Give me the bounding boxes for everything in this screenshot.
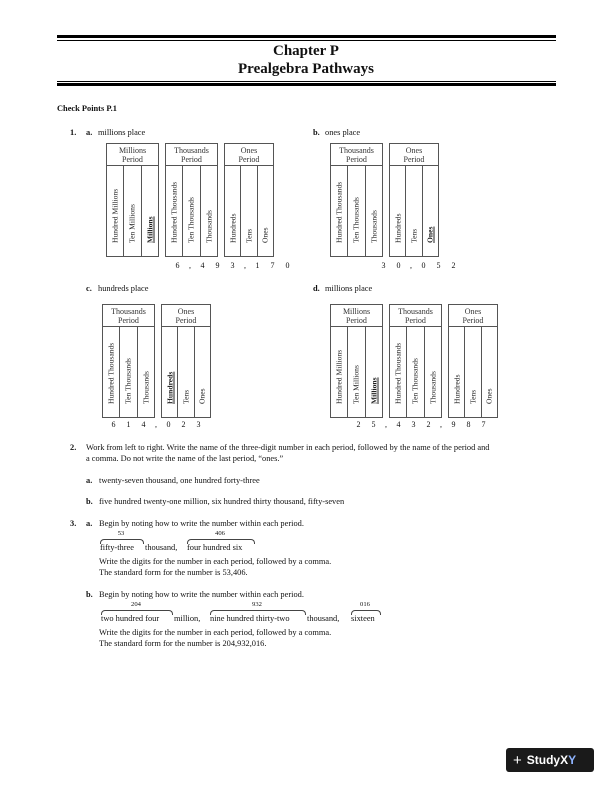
digit: 3 [411, 420, 416, 429]
period-title-line: Thousands [398, 307, 433, 316]
period-title-line: Thousands [174, 146, 209, 155]
place-column [348, 327, 365, 417]
problem-1d-caption: millions place [325, 284, 373, 293]
problem-1-number: 1. [70, 128, 77, 137]
digit-comma: , [440, 420, 442, 429]
period-title [103, 307, 154, 325]
digit-comma: , [244, 261, 246, 270]
problem-3a-word-1: fifty-three [100, 543, 134, 552]
place-label: Thousands [369, 210, 379, 243]
problem-1d-letter: d. [313, 284, 320, 293]
place-label: Thousands [204, 210, 214, 243]
digit: 1 [126, 420, 131, 429]
place-label: Thousands [141, 371, 151, 404]
place-label: Ones [484, 388, 494, 404]
header-rule-top [57, 35, 556, 38]
place-column [348, 166, 365, 256]
period-title-line: Period [238, 155, 260, 164]
place-column [258, 166, 273, 256]
problem-3-number: 3. [70, 519, 77, 528]
place-column [142, 166, 158, 256]
place-column [225, 166, 241, 256]
place-column [331, 166, 348, 256]
section-title: Check Points P.1 [57, 104, 117, 113]
place-label: Hundred Thousands [106, 342, 116, 404]
digit: 0 [285, 261, 290, 270]
digit: 5 [436, 261, 441, 270]
problem-2-intro-2: a comma. Do not write the name of the last period, “ones.” [86, 454, 284, 463]
place-column [201, 166, 217, 256]
problem-2-intro-1: Work from left to right. Write the name of the three-digit number in each period, followed by the name of the period and [86, 443, 490, 452]
problem-3a-letter: a. [86, 519, 93, 528]
problem-1a-caption: millions place [98, 128, 146, 137]
period-box [389, 304, 442, 418]
period-box [389, 143, 439, 257]
period-box [106, 143, 159, 257]
period-title-line: Ones [405, 146, 423, 155]
problem-3a-intro: Begin by noting how to write the number within each period. [99, 519, 304, 528]
place-label: Ones [197, 388, 207, 404]
period-title-line: Period [405, 316, 426, 325]
digit: 6 [111, 420, 116, 429]
problem-3b-word-1: two hundred four [101, 614, 160, 623]
problem-3b-intro: Begin by noting how to write the number within each period. [99, 590, 304, 599]
digit: 7 [481, 420, 486, 429]
problem-1b-caption: ones place [325, 128, 361, 137]
place-column [482, 327, 497, 417]
problem-2a-letter: a. [86, 476, 93, 485]
digit: 4 [141, 420, 146, 429]
problem-3b-period-1: million, [174, 614, 201, 623]
place-label: Ten Thousands [186, 197, 196, 243]
period-title-line: Period [346, 316, 367, 325]
digit: 3 [196, 420, 201, 429]
header-rule-bottom [57, 81, 556, 82]
place-label: Tens [468, 389, 478, 404]
place-label: Ten Millions [127, 204, 137, 243]
digit: 4 [396, 420, 401, 429]
period-title-line: Millions [118, 146, 147, 155]
period-title [449, 307, 497, 325]
place-column [331, 327, 348, 417]
place-label: Hundred Millions [334, 349, 344, 404]
place-column [423, 166, 438, 256]
problem-1b-letter: b. [313, 128, 320, 137]
problem-1a-letter: a. [86, 128, 93, 137]
place-label: Hundred Thousands [334, 181, 344, 243]
period-title [390, 307, 441, 325]
digit: 3 [381, 261, 386, 270]
problem-3a-line-1: Write the digits for the number in each period, followed by a comma. [99, 557, 332, 566]
problem-1c-letter: c. [86, 284, 92, 293]
place-label: Hundreds [165, 371, 175, 404]
place-label: Ten Millions [351, 365, 361, 404]
chapter-title: Chapter P [273, 43, 339, 59]
place-label: Thousands [428, 371, 438, 404]
place-column [407, 327, 424, 417]
period-box [330, 143, 383, 257]
digit: 4 [200, 261, 205, 270]
place-column [183, 166, 200, 256]
digit-comma: , [189, 261, 191, 270]
problem-3a-period-1: thousand, [145, 543, 178, 552]
brace-3b-3-number: 016 [360, 601, 370, 608]
place-label: Millions [145, 216, 155, 243]
place-column [166, 166, 183, 256]
problem-3b-line-1: Write the digits for the number in each period, followed by a comma. [99, 628, 332, 637]
period-title [166, 146, 217, 164]
place-column [390, 166, 406, 256]
period-title-line: Millions [342, 307, 371, 316]
place-column [103, 327, 120, 417]
period-title [107, 146, 158, 164]
place-label: Tens [409, 228, 419, 243]
place-column [124, 166, 141, 256]
place-column [107, 166, 124, 256]
digit: 5 [371, 420, 376, 429]
period-title-line: Period [462, 316, 484, 325]
problem-3a-word-2: four hundred six [187, 543, 243, 552]
place-label: Millions [369, 377, 379, 404]
period-title-line: Ones [464, 307, 482, 316]
place-label: Hundreds [228, 213, 238, 243]
digit: 0 [166, 420, 171, 429]
problem-2b-text: five hundred twenty-one million, six hundred thirty thousand, fifty-seven [99, 497, 345, 506]
place-label: Ten Thousands [410, 358, 420, 404]
problem-1c-caption: hundreds place [98, 284, 149, 293]
period-box [224, 143, 274, 257]
chart-1d [330, 304, 504, 418]
period-title-line: Ones [240, 146, 258, 155]
digit-comma: , [410, 261, 412, 270]
digit: 2 [451, 261, 456, 270]
digit: 0 [421, 261, 426, 270]
chapter-subtitle: Prealgebra Pathways [238, 61, 374, 77]
period-title-line: Period [122, 155, 143, 164]
brace-3b-1-number: 204 [131, 601, 141, 608]
problem-3b-line-2: The standard form for the number is 204,932,016. [99, 639, 267, 648]
place-column [366, 166, 382, 256]
period-title [331, 146, 382, 164]
place-label: Ones [260, 227, 270, 243]
place-label: Hundred Millions [110, 188, 120, 243]
chart-1c [102, 304, 217, 418]
period-box [161, 304, 211, 418]
problem-3b-period-2: thousand, [307, 614, 340, 623]
period-title-line: Period [118, 316, 139, 325]
logo-text-accent: Y [568, 753, 577, 767]
brace-3a-1-number: 53 [117, 530, 125, 537]
digit: 1 [255, 261, 260, 270]
chart-1b [330, 143, 445, 257]
place-column [120, 327, 137, 417]
place-column [195, 327, 210, 417]
place-label: Ones [425, 226, 435, 243]
place-column [465, 327, 481, 417]
digits-1b [376, 261, 461, 270]
period-title-line: Thousands [339, 146, 374, 155]
problem-3b-word-3: sixteen [351, 614, 375, 623]
place-column [162, 327, 178, 417]
period-title-line: Period [175, 316, 197, 325]
period-box [102, 304, 155, 418]
place-column [449, 327, 465, 417]
place-column [425, 327, 441, 417]
studyx-logo[interactable] [506, 748, 594, 772]
place-label: Ten Thousands [123, 358, 133, 404]
digit: 3 [230, 261, 235, 270]
period-title [225, 146, 273, 164]
period-title-line: Period [403, 155, 425, 164]
digit: 8 [466, 420, 471, 429]
problem-2-number: 2. [70, 443, 77, 452]
problem-3b-word-2: nine hundred thirty-two [210, 614, 290, 623]
place-label: Ten Thousands [351, 197, 361, 243]
period-title-line: Ones [177, 307, 195, 316]
digits-1a [170, 261, 295, 270]
problem-2b-letter: b. [86, 497, 93, 506]
digit-comma: , [385, 420, 387, 429]
digit-comma: , [155, 420, 157, 429]
plus-icon: + [513, 751, 522, 769]
digits-1c [106, 420, 206, 429]
digit: 9 [215, 261, 220, 270]
place-label: Hundred Thousands [393, 342, 403, 404]
header-rule-bottom-thick [57, 83, 556, 86]
problem-3a-line-2: The standard form for the number is 53,406. [99, 568, 248, 577]
digit: 2 [356, 420, 361, 429]
chart-1a [106, 143, 280, 257]
place-column [138, 327, 154, 417]
digit: 0 [396, 261, 401, 270]
period-box [165, 143, 218, 257]
period-title-line: Period [181, 155, 202, 164]
problem-3b-letter: b. [86, 590, 93, 599]
period-title [331, 307, 382, 325]
place-label: Hundreds [393, 213, 403, 243]
digit: 7 [270, 261, 275, 270]
header-rule-top-thin [57, 40, 556, 41]
period-title-line: Period [346, 155, 367, 164]
place-label: Tens [181, 389, 191, 404]
logo-text: StudyX [526, 753, 569, 767]
period-title [390, 146, 438, 164]
digit: 2 [181, 420, 186, 429]
place-column [390, 327, 407, 417]
digit: 2 [426, 420, 431, 429]
digit: 6 [175, 261, 180, 270]
problem-2a-text: twenty-seven thousand, one hundred forty-three [99, 476, 260, 485]
period-title-line: Thousands [111, 307, 146, 316]
period-title [162, 307, 210, 325]
period-box [330, 304, 383, 418]
place-column [366, 327, 382, 417]
place-label: Hundreds [452, 374, 462, 404]
brace-3b-2-number: 932 [252, 601, 262, 608]
place-column [241, 166, 257, 256]
digit: 9 [451, 420, 456, 429]
place-column [178, 327, 194, 417]
period-box [448, 304, 498, 418]
place-column [406, 166, 422, 256]
place-label: Tens [244, 228, 254, 243]
digits-1d [351, 420, 491, 429]
brace-3a-2-number: 406 [215, 530, 225, 537]
place-label: Hundred Thousands [169, 181, 179, 243]
